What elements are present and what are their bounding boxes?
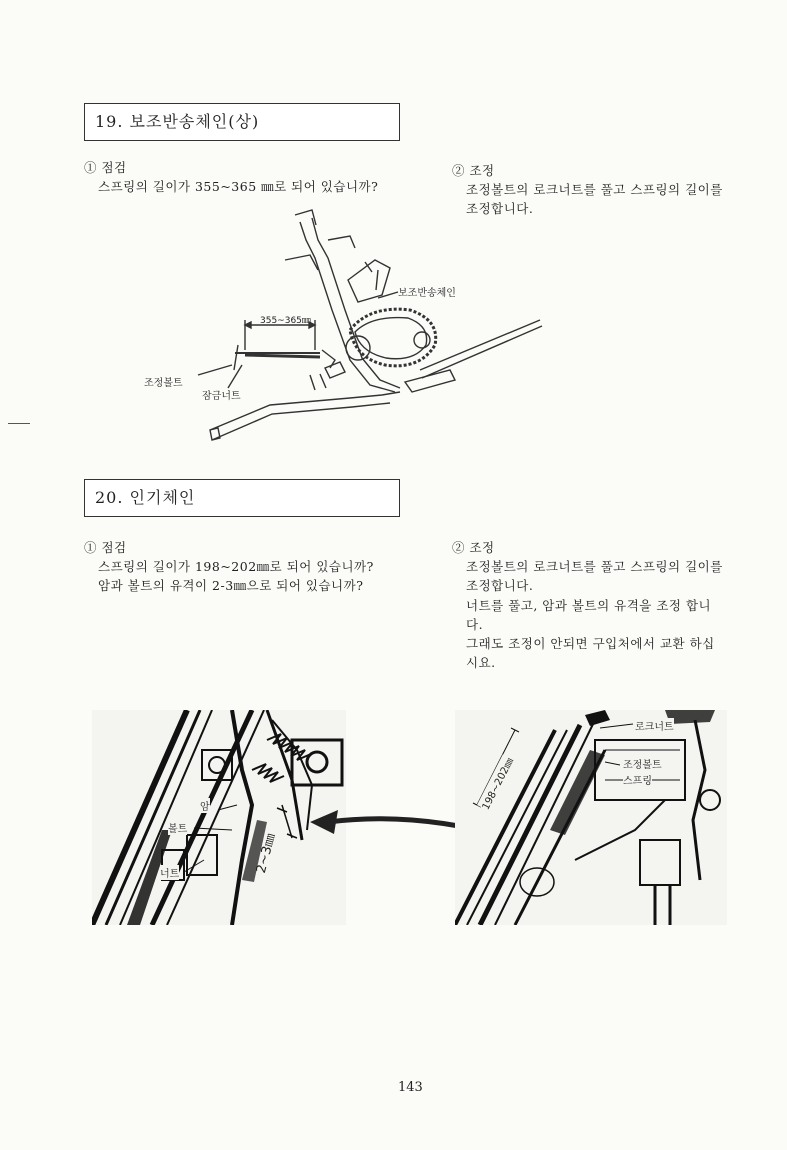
- section-19-check-line-1: 스프링의 길이가 355~365 ㎜로 되어 있습니까?: [98, 179, 379, 194]
- section-20-adjust-line-5: 그래도 조정이 안되면 구입처에서 교환 하십: [466, 636, 715, 651]
- figure-20-label-adj-bolt: 조정볼트: [623, 756, 662, 771]
- section-20-check-line-1: 스프링의 길이가 198~202㎜로 되어 있습니까?: [98, 559, 374, 574]
- figure-19-label-locknut: 잠금너트: [202, 391, 241, 402]
- section-19-adjust-line-1: 조정볼트의 로크너트를 풀고 스프링의 길이를: [466, 182, 723, 197]
- section-19-check-heading: ① 점검: [84, 160, 127, 175]
- figure-20-label-gap: 2~3㎜: [253, 831, 279, 875]
- figure-20-label-arm: 암: [200, 798, 210, 813]
- section-19-title: 19. 보조반송체인(상): [84, 103, 400, 141]
- figure-20-label-spring: 스프링: [623, 772, 652, 787]
- section-20-adjust-line-4: 다.: [466, 617, 484, 632]
- section-20-check-heading: ① 점검: [84, 540, 127, 555]
- section-20-adjust-line-6: 시요.: [466, 655, 496, 670]
- figure-20-label-length: 198~202㎜: [477, 755, 516, 812]
- section-19-adjust-heading: ② 조정: [452, 163, 495, 178]
- section-20-adjust-line-3: 너트를 풀고, 암과 볼트의 유격을 조정 합니: [466, 598, 712, 613]
- section-20-title: 20. 인기체인: [84, 479, 400, 517]
- section-19-adjust-line-2: 조정합니다.: [466, 201, 534, 216]
- section-20-check-line-2: 암과 볼트의 유격이 2-3㎜으로 되어 있습니까?: [98, 578, 364, 593]
- figure-20-label-locknut: 로크너트: [635, 718, 674, 733]
- figure-19-chain-diagram: [144, 200, 550, 465]
- figure-19-label-chain: 보조반송체인: [398, 288, 456, 299]
- figure-19-label-bolt: 조정볼트: [144, 378, 183, 389]
- page-number: 143: [398, 1080, 423, 1095]
- figure-20-label-nut: 너트: [160, 865, 179, 880]
- margin-mark: [8, 423, 30, 424]
- figure-20-overview-photo: [455, 710, 727, 925]
- figure-19-label-length: 355~365㎜: [260, 316, 311, 326]
- figure-20-label-bolt: 볼트: [168, 820, 187, 835]
- section-20-adjust-heading: ② 조정: [452, 540, 495, 555]
- section-20-adjust-line-1: 조정볼트의 로크너트를 풀고 스프링의 길이를: [466, 559, 723, 574]
- section-20-adjust-line-2: 조정합니다.: [466, 578, 534, 593]
